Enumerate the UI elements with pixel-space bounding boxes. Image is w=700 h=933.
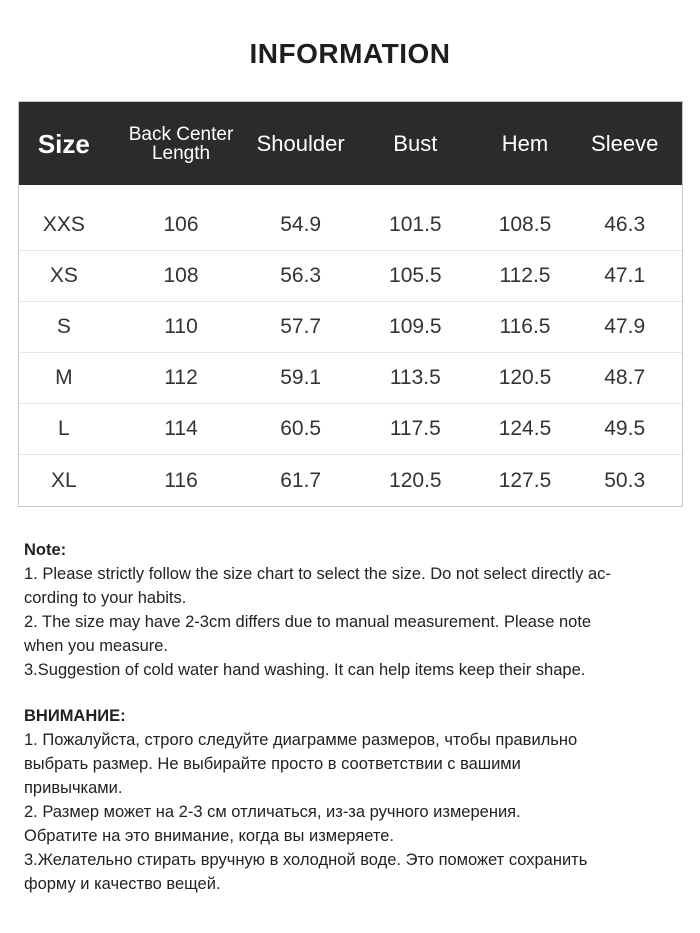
measurement-cell: 120.5 — [498, 366, 552, 389]
header-shoulder: Shoulder — [256, 130, 345, 156]
table-row — [19, 302, 682, 353]
measurement-cell: 105.5 — [389, 264, 442, 287]
note-ru-line: Обратите на это внимание, когда вы измеряете. — [24, 827, 394, 845]
table-body — [19, 185, 682, 506]
measurement-cell: 60.5 — [280, 417, 322, 440]
measurement-cell: 113.5 — [389, 366, 441, 389]
note-en-line: cording to your habits. — [24, 589, 187, 607]
measurement-cell: 57.7 — [280, 315, 322, 338]
size-cell: L — [58, 417, 70, 440]
size-cell: XL — [51, 468, 77, 492]
note-en — [24, 538, 684, 682]
table-row — [19, 404, 682, 455]
note-ru-line: выбрать размер. Не выбирайте просто в соответствии с вашими — [24, 755, 521, 773]
page-title: INFORMATION — [249, 38, 451, 69]
header-sleeve: Sleeve — [591, 130, 659, 156]
note-ru-heading: ВНИМАНИЕ: — [24, 707, 126, 725]
measurement-cell: 108.5 — [498, 213, 552, 236]
table-row — [19, 353, 682, 404]
measurement-cell: 46.3 — [604, 213, 646, 236]
size-cell: XS — [49, 264, 78, 287]
measurement-cell: 116 — [164, 468, 198, 492]
note-ru-line: 2. Размер может на 2-3 см отличаться, из-за ручного измерения. — [24, 803, 521, 821]
measurement-cell: 48.7 — [604, 366, 646, 389]
measurement-cell: 108 — [163, 264, 199, 287]
measurement-cell: 114 — [164, 417, 198, 440]
table-row — [19, 251, 682, 302]
measurement-cell: 120.5 — [389, 468, 442, 492]
measurement-cell: 54.9 — [280, 213, 322, 236]
measurement-cell: 56.3 — [280, 264, 322, 287]
note-ru-line: 1. Пожалуйста, строго следуйте диаграмме размеров, чтобы правильно — [24, 731, 578, 749]
measurement-cell: 50.3 — [604, 468, 646, 492]
notes-section — [24, 538, 684, 896]
measurement-cell: 127.5 — [498, 468, 552, 492]
measurement-cell: 110 — [164, 315, 198, 338]
size-table — [18, 101, 683, 507]
measurement-cell: 117.5 — [389, 417, 441, 440]
size-cell: S — [56, 315, 71, 338]
size-cell: XXS — [42, 213, 85, 236]
measurement-cell: 59.1 — [280, 366, 322, 389]
measurement-cell: 49.5 — [604, 417, 646, 440]
note-ru-line: 3.Желательно стирать вручную в холодной воде. Это поможет сохранить — [24, 851, 588, 869]
measurement-cell: 47.9 — [604, 315, 646, 338]
note-ru-line: привычками. — [24, 779, 123, 797]
measurement-cell: 106 — [163, 213, 199, 236]
measurement-cell: 112 — [164, 366, 198, 389]
header-hem: Hem — [501, 130, 549, 156]
note-en-line: 3.Suggestion of cold water hand washing. It can help items keep their shape. — [24, 661, 586, 679]
measurement-cell: 61.7 — [280, 468, 322, 492]
measurement-cell: 112.5 — [499, 264, 551, 287]
measurement-cell: 47.1 — [604, 264, 646, 287]
table-row — [19, 455, 682, 506]
header-back-center-length: Back Center Length — [128, 123, 234, 164]
measurement-cell: 109.5 — [389, 315, 442, 338]
measurement-cell: 124.5 — [498, 417, 552, 440]
table-header — [19, 102, 682, 185]
note-ru-line: форму и качество вещей. — [24, 875, 221, 893]
measurement-cell: 101.5 — [389, 213, 442, 236]
note-en-line: 1. Please strictly follow the size chart to select the size. Do not select directly ac- — [24, 565, 611, 583]
header-size: Size — [37, 128, 90, 159]
size-cell: M — [55, 366, 73, 389]
note-en-line: 2. The size may have 2-3cm differs due to manual measurement. Please note — [24, 613, 592, 631]
note-ru — [24, 704, 684, 896]
measurement-cell: 116.5 — [499, 315, 551, 338]
header-bust: Bust — [393, 130, 438, 156]
note-en-heading: Note: — [24, 541, 67, 559]
note-en-line: when you measure. — [24, 637, 168, 655]
table-row — [19, 200, 682, 251]
